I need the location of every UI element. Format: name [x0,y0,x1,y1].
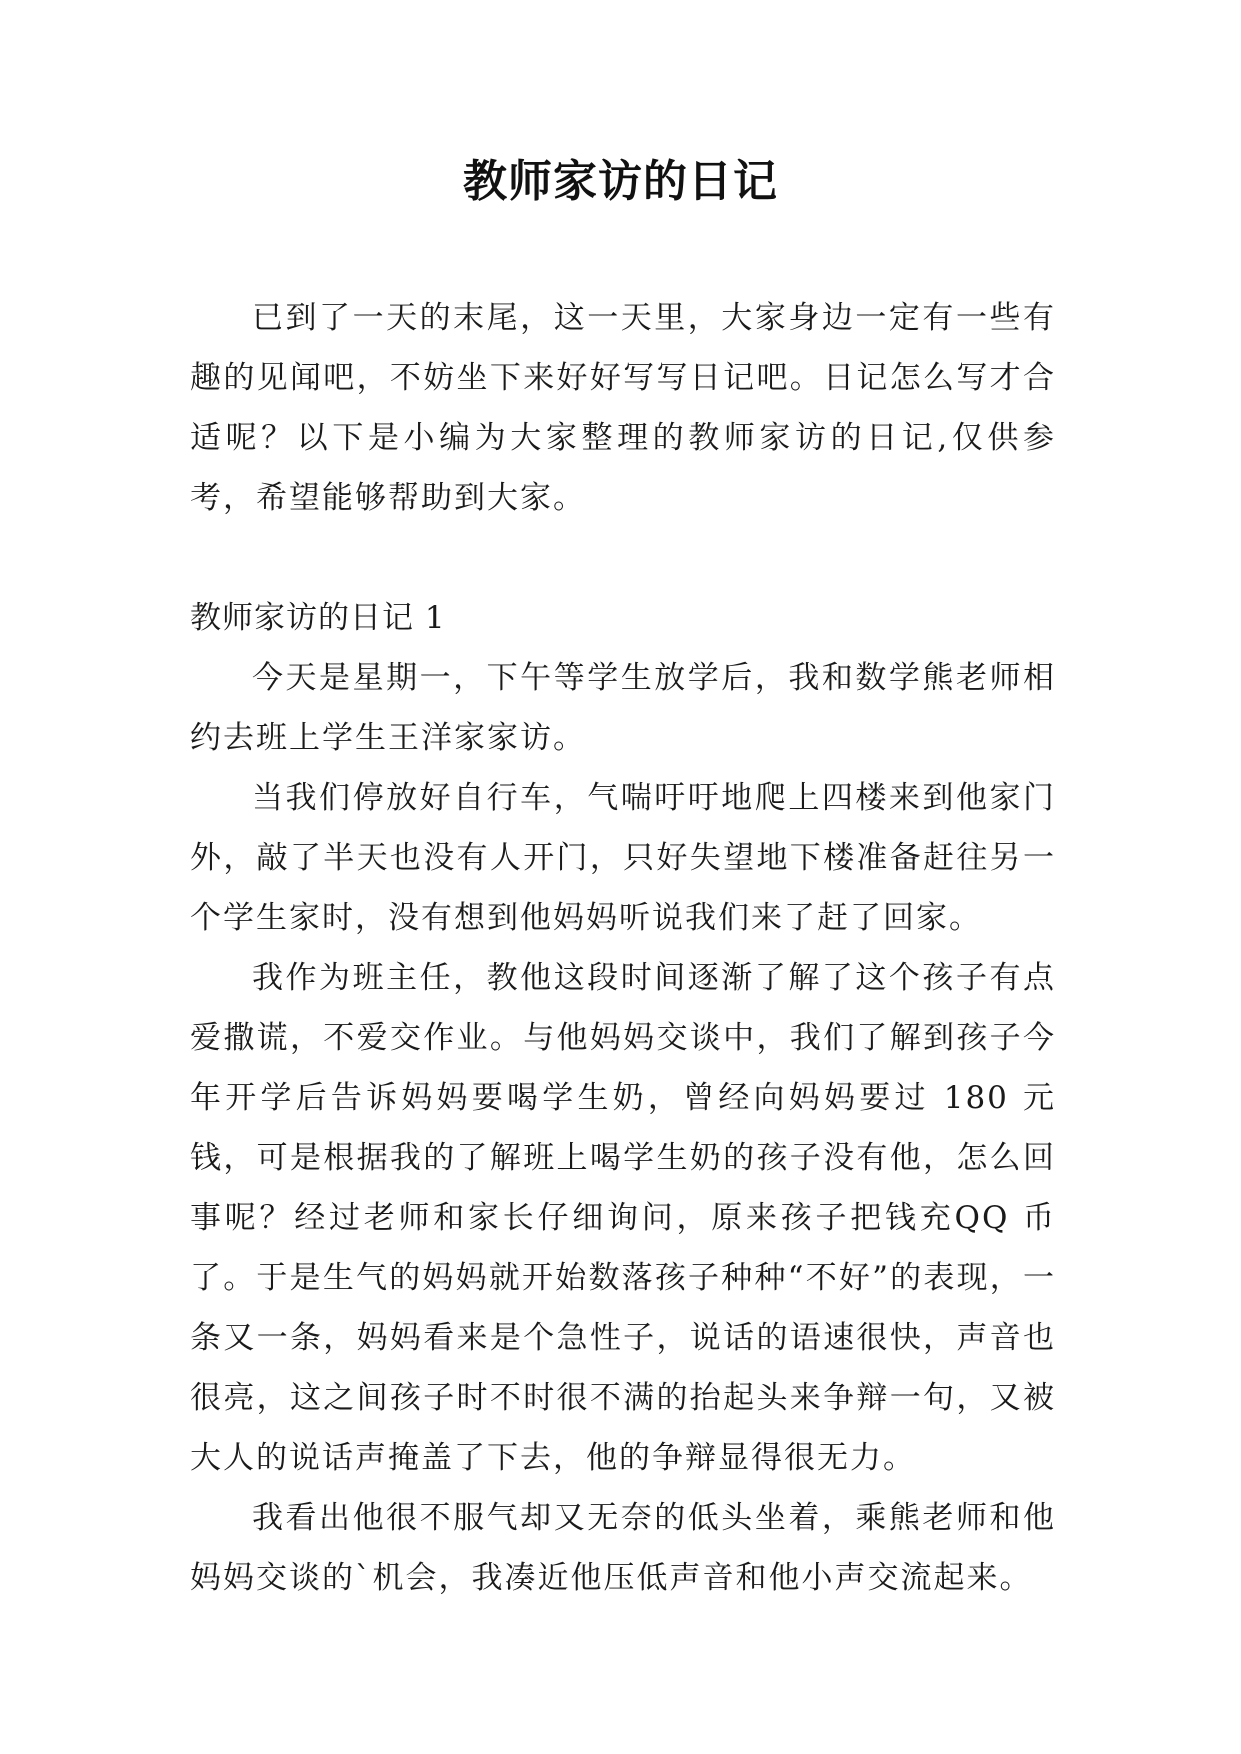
body-paragraph-3: 我作为班主任，教他这段时间逐渐了解了这个孩子有点爱撒谎，不爱交作业。与他妈妈交谈中，我们了解到孩子今年开学后告诉妈妈要喝学生奶，曾经向妈妈要过 180 元钱，可是根据我的了解班上喝学生奶的孩子没有他，怎么回事呢？经过老师和家长仔细询问，原来孩子把钱充QQ 币了。于是生气的妈妈就开始数落孩子种种“不好”的表现，一条又一条，妈妈看来是个急性子，说话的语速很快，声音也很亮，这之间孩子时不时很不满的抬起头来争辩一句，又被大人的说话声掩盖了下去，他的争辩显得很无力。 [190,960,1056,1476]
document-body [190,288,1056,1608]
section-heading: 教师家访的日记 1 [190,600,446,636]
document-title: 教师家访的日记 [463,156,778,207]
body-paragraph-1: 今天是星期一，下午等学生放学后，我和数学熊老师相约去班上学生王洋家家访。 [190,660,1056,756]
body-paragraph-4: 我看出他很不服气却又无奈的低头坐着，乘熊老师和他妈妈交谈的`机会，我凑近他压低声音和他小声交流起来。 [190,1500,1056,1596]
intro-paragraph: 已到了一天的末尾，这一天里，大家身边一定有一些有趣的见闻吧，不妨坐下来好好写写日记吧。日记怎么写才合适呢？以下是小编为大家整理的教师家访的日记,仅供参考，希望能够帮助到大家。 [190,300,1056,516]
body-paragraph-2: 当我们停放好自行车，气喘吁吁地爬上四楼来到他家门外，敲了半天也没有人开门，只好失望地下楼准备赶往另一个学生家时，没有想到他妈妈听说我们来了赶了回家。 [190,780,1056,936]
